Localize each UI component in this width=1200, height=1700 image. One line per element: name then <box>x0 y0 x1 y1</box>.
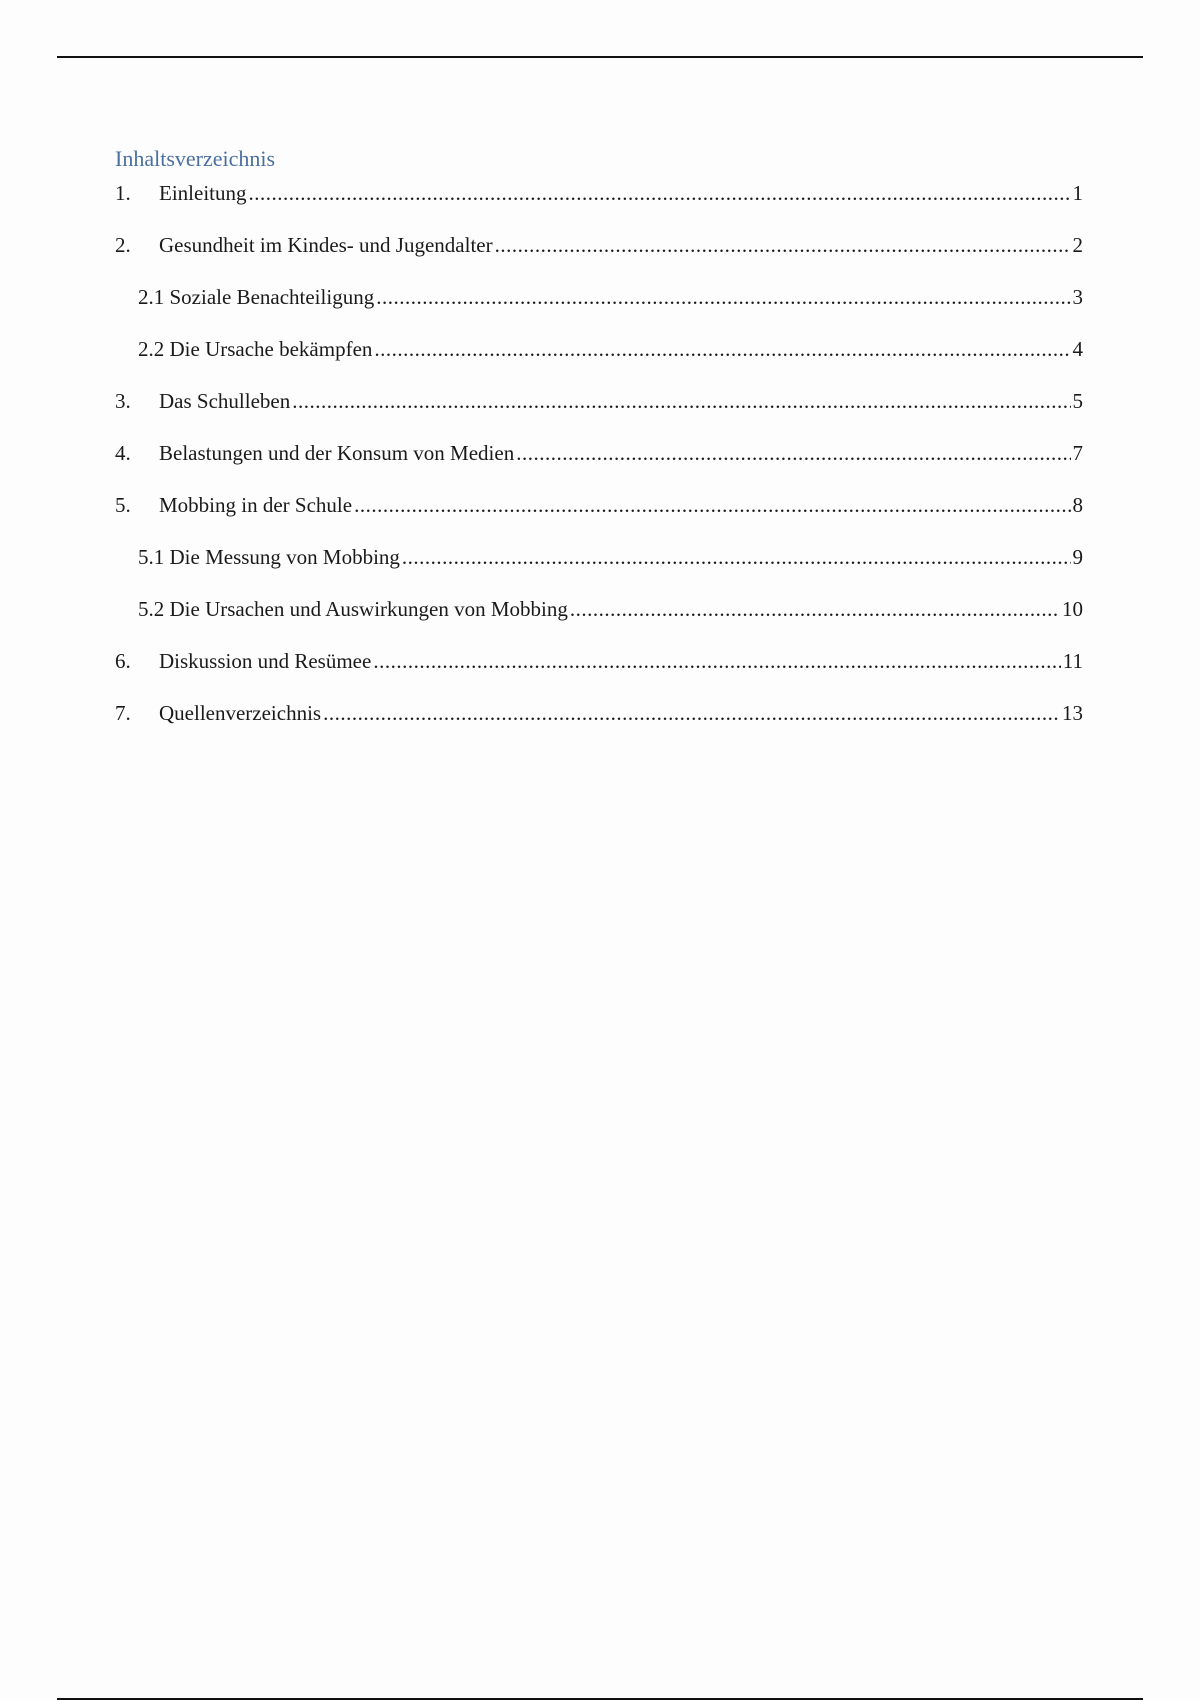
table-of-contents <box>115 140 1083 750</box>
toc-entry-title: Quellenverzeichnis <box>159 701 322 725</box>
toc-leader-dots <box>374 334 1070 364</box>
toc-leader-dots <box>323 698 1060 728</box>
toc-entry-page: 9 <box>1072 545 1083 569</box>
header-rule <box>57 56 1143 58</box>
toc-entry-page: 1 <box>1072 181 1083 205</box>
toc-leader-dots <box>570 594 1060 624</box>
toc-subentry[interactable] <box>115 282 1083 334</box>
toc-entry[interactable] <box>115 386 1083 438</box>
toc-entry-title: 5.1 Die Messung von Mobbing <box>138 545 400 569</box>
toc-leader-dots <box>376 282 1070 312</box>
toc-heading: Inhaltsverzeichnis <box>115 146 276 171</box>
toc-entry[interactable] <box>115 646 1083 698</box>
toc-entry[interactable] <box>115 178 1083 230</box>
toc-entry[interactable] <box>115 698 1083 750</box>
toc-leader-dots <box>516 438 1070 468</box>
toc-leader-dots <box>292 386 1070 416</box>
toc-entry-title: 2.1 Soziale Benachteiligung <box>138 285 375 309</box>
toc-entry-page: 11 <box>1062 649 1083 673</box>
toc-entry[interactable] <box>115 490 1083 542</box>
toc-leader-dots <box>354 490 1070 520</box>
toc-entry-title: Das Schulleben <box>159 389 291 413</box>
toc-entry-page: 2 <box>1072 233 1083 257</box>
toc-entry-number: 6. <box>115 649 131 673</box>
toc-entry-number: 4. <box>115 441 131 465</box>
toc-leader-dots <box>495 230 1071 260</box>
toc-entry-title: 2.2 Die Ursache bekämpfen <box>138 337 373 361</box>
toc-entry-title: 5.2 Die Ursachen und Auswirkungen von Mobbing <box>138 597 568 621</box>
toc-leader-dots <box>249 178 1071 208</box>
toc-subentry[interactable] <box>115 542 1083 594</box>
toc-entry-title: Einleitung <box>159 181 247 205</box>
toc-entry-title: Belastungen und der Konsum von Medien <box>159 441 515 465</box>
toc-entry-number: 5. <box>115 493 131 517</box>
toc-entry-number: 2. <box>115 233 131 257</box>
toc-leader-dots <box>402 542 1071 572</box>
toc-entry-page: 13 <box>1062 701 1083 725</box>
toc-leader-dots <box>373 646 1060 676</box>
toc-entry-number: 1. <box>115 181 131 205</box>
toc-entry-page: 10 <box>1062 597 1083 621</box>
toc-entry-title: Diskussion und Resümee <box>159 649 372 673</box>
toc-entry-title: Mobbing in der Schule <box>159 493 353 517</box>
toc-entry[interactable] <box>115 230 1083 282</box>
toc-subentry[interactable] <box>115 334 1083 386</box>
toc-list <box>115 178 1083 750</box>
toc-entry-number: 7. <box>115 701 131 725</box>
toc-entry-page: 8 <box>1072 493 1083 517</box>
toc-entry-title: Gesundheit im Kindes- und Jugendalter <box>159 233 493 257</box>
toc-entry-number: 3. <box>115 389 131 413</box>
toc-entry-page: 3 <box>1072 285 1083 309</box>
toc-entry[interactable] <box>115 438 1083 490</box>
toc-subentry[interactable] <box>115 594 1083 646</box>
toc-entry-page: 4 <box>1072 337 1083 361</box>
toc-entry-page: 5 <box>1072 389 1083 413</box>
toc-entry-page: 7 <box>1072 441 1083 465</box>
